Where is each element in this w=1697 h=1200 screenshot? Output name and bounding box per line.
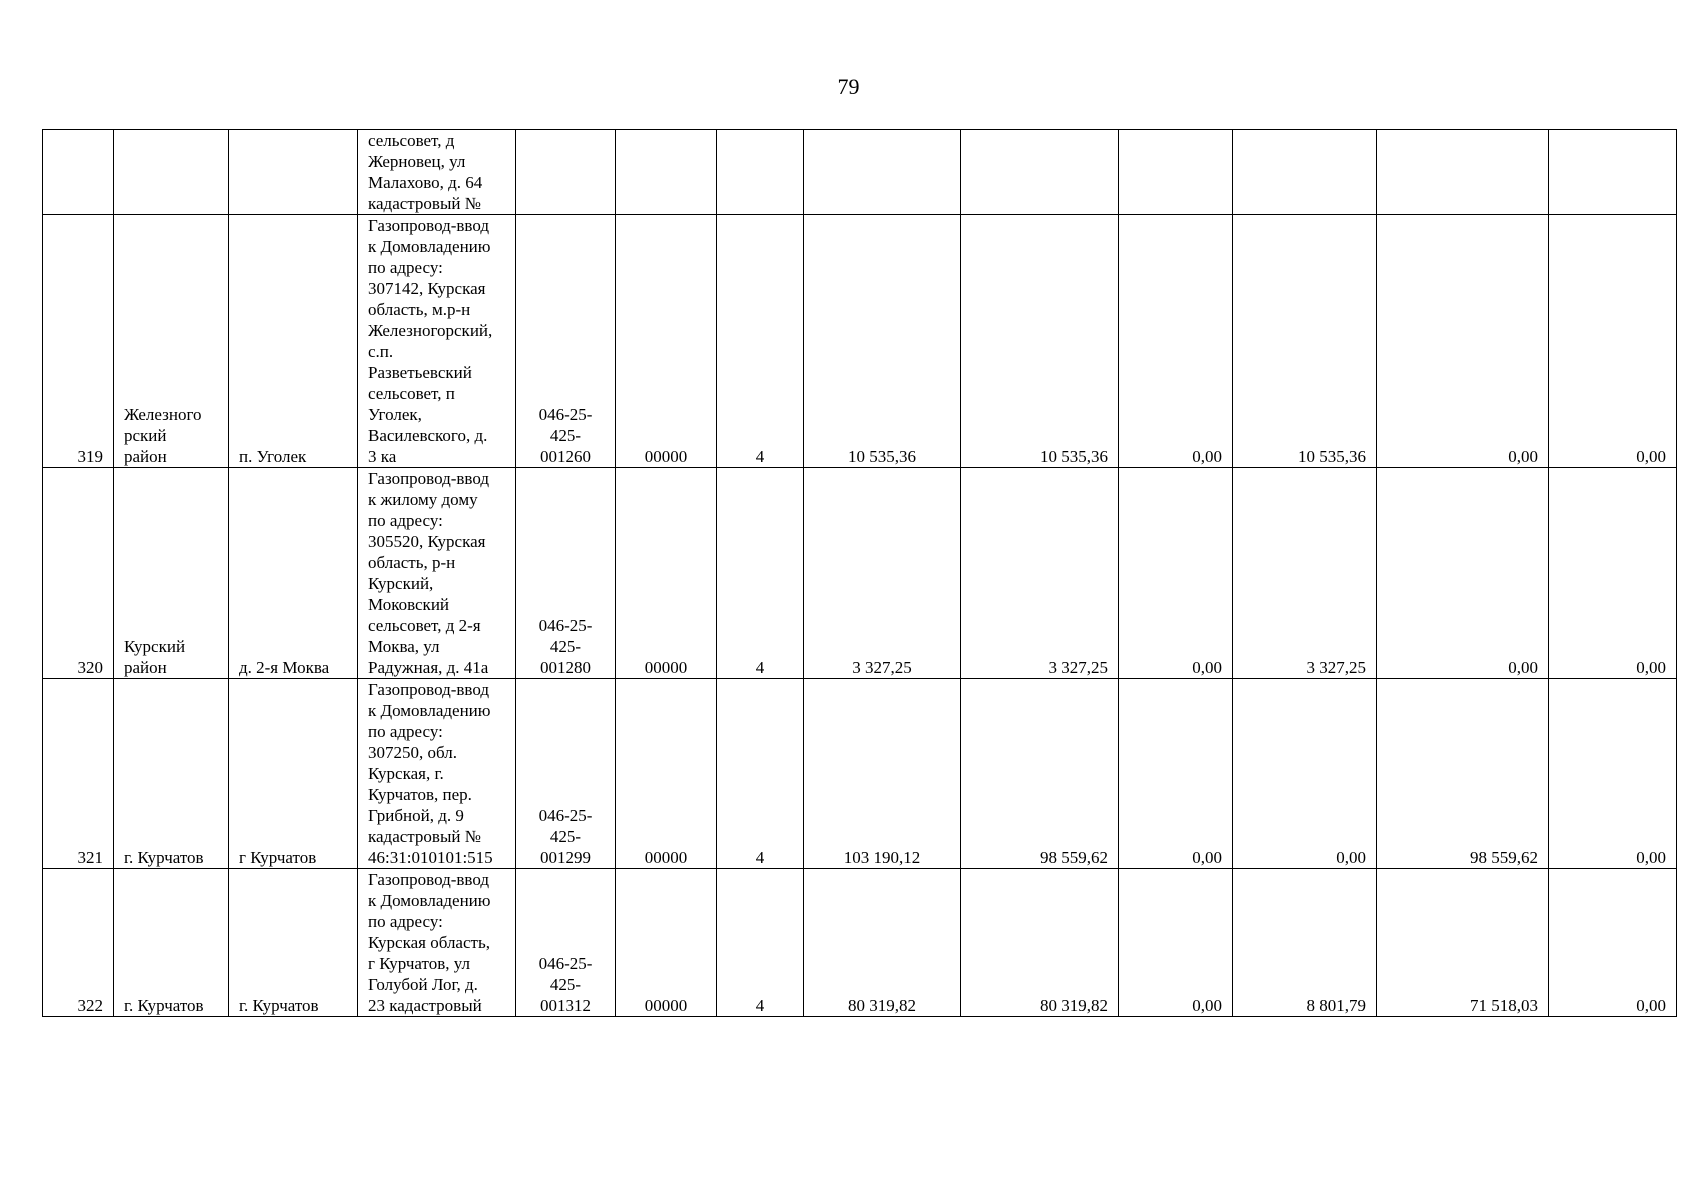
cell-num: 320 bbox=[43, 468, 114, 679]
cell-value-2: 98 559,62 bbox=[961, 679, 1119, 869]
cell-value-4: 10 535,36 bbox=[1233, 215, 1377, 468]
cell-value-1: 103 190,12 bbox=[804, 679, 961, 869]
cell-value-4 bbox=[1233, 130, 1377, 215]
cell-code: 046-25- 425- 001299 bbox=[516, 679, 616, 869]
cell-value-3: 0,00 bbox=[1119, 679, 1233, 869]
cell-code: 046-25- 425- 001260 bbox=[516, 215, 616, 468]
cell-group: 4 bbox=[717, 215, 804, 468]
cell-value-3 bbox=[1119, 130, 1233, 215]
cell-kind: 00000 bbox=[616, 869, 717, 1017]
cell-locality: г Курчатов bbox=[229, 679, 358, 869]
cell-value-6: 0,00 bbox=[1549, 215, 1677, 468]
cell-value-2 bbox=[961, 130, 1119, 215]
cell-code bbox=[516, 130, 616, 215]
cell-district: Курский район bbox=[114, 468, 229, 679]
cell-kind: 00000 bbox=[616, 215, 717, 468]
cell-address: сельсовет, д Жерновец, ул Малахово, д. 64 кадастровый № bbox=[358, 130, 516, 215]
cell-locality: г. Курчатов bbox=[229, 869, 358, 1017]
cell-kind bbox=[616, 130, 717, 215]
cell-value-5: 71 518,03 bbox=[1377, 869, 1549, 1017]
table-row bbox=[43, 679, 1677, 869]
cell-group: 4 bbox=[717, 869, 804, 1017]
cell-district: Железного рский район bbox=[114, 215, 229, 468]
cell-kind: 00000 bbox=[616, 679, 717, 869]
cell-value-5: 0,00 bbox=[1377, 215, 1549, 468]
cell-value-1: 80 319,82 bbox=[804, 869, 961, 1017]
cell-kind: 00000 bbox=[616, 468, 717, 679]
cell-value-1 bbox=[804, 130, 961, 215]
cell-locality: д. 2-я Моква bbox=[229, 468, 358, 679]
cell-group: 4 bbox=[717, 468, 804, 679]
cell-value-1: 3 327,25 bbox=[804, 468, 961, 679]
cell-num: 319 bbox=[43, 215, 114, 468]
cell-value-5 bbox=[1377, 130, 1549, 215]
cell-num: 321 bbox=[43, 679, 114, 869]
cell-group: 4 bbox=[717, 679, 804, 869]
cell-value-4: 3 327,25 bbox=[1233, 468, 1377, 679]
cell-num bbox=[43, 130, 114, 215]
cell-value-3: 0,00 bbox=[1119, 869, 1233, 1017]
cell-district: г. Курчатов bbox=[114, 679, 229, 869]
cell-value-4: 8 801,79 bbox=[1233, 869, 1377, 1017]
cell-address: Газопровод-ввод к Домовладению по адресу: 307142, Курская область, м.р-н Железногорский, с.п. Разветьевский сельсовет, п Уголек, Василевского, д. 3 ка bbox=[358, 215, 516, 468]
cell-value-4: 0,00 bbox=[1233, 679, 1377, 869]
table-row-continuation bbox=[43, 130, 1677, 215]
cell-value-2: 3 327,25 bbox=[961, 468, 1119, 679]
cell-code: 046-25- 425- 001280 bbox=[516, 468, 616, 679]
cell-value-6: 0,00 bbox=[1549, 869, 1677, 1017]
cell-address: Газопровод-ввод к Домовладению по адресу: Курская область, г Курчатов, ул Голубой Лог, д. 23 кадастровый bbox=[358, 869, 516, 1017]
table-row bbox=[43, 468, 1677, 679]
cell-value-3: 0,00 bbox=[1119, 468, 1233, 679]
asset-registry-table bbox=[42, 129, 1677, 1017]
cell-value-5: 98 559,62 bbox=[1377, 679, 1549, 869]
cell-group bbox=[717, 130, 804, 215]
cell-address: Газопровод-ввод к жилому дому по адресу: 305520, Курская область, р-н Курский, Моковский сельсовет, д 2-я Моква, ул Радужная, д. 41а bbox=[358, 468, 516, 679]
table-row bbox=[43, 215, 1677, 468]
cell-district: г. Курчатов bbox=[114, 869, 229, 1017]
cell-district bbox=[114, 130, 229, 215]
cell-code: 046-25- 425- 001312 bbox=[516, 869, 616, 1017]
cell-value-6: 0,00 bbox=[1549, 468, 1677, 679]
page-number: 79 bbox=[837, 74, 860, 99]
cell-value-2: 10 535,36 bbox=[961, 215, 1119, 468]
table-row bbox=[43, 869, 1677, 1017]
cell-num: 322 bbox=[43, 869, 114, 1017]
cell-value-5: 0,00 bbox=[1377, 468, 1549, 679]
cell-locality bbox=[229, 130, 358, 215]
cell-value-3: 0,00 bbox=[1119, 215, 1233, 468]
cell-value-1: 10 535,36 bbox=[804, 215, 961, 468]
cell-value-2: 80 319,82 bbox=[961, 869, 1119, 1017]
cell-locality: п. Уголек bbox=[229, 215, 358, 468]
cell-value-6 bbox=[1549, 130, 1677, 215]
cell-address: Газопровод-ввод к Домовладению по адресу: 307250, обл. Курская, г. Курчатов, пер. Грибной, д. 9 кадастровый № 46:31:010101:515 bbox=[358, 679, 516, 869]
cell-value-6: 0,00 bbox=[1549, 679, 1677, 869]
